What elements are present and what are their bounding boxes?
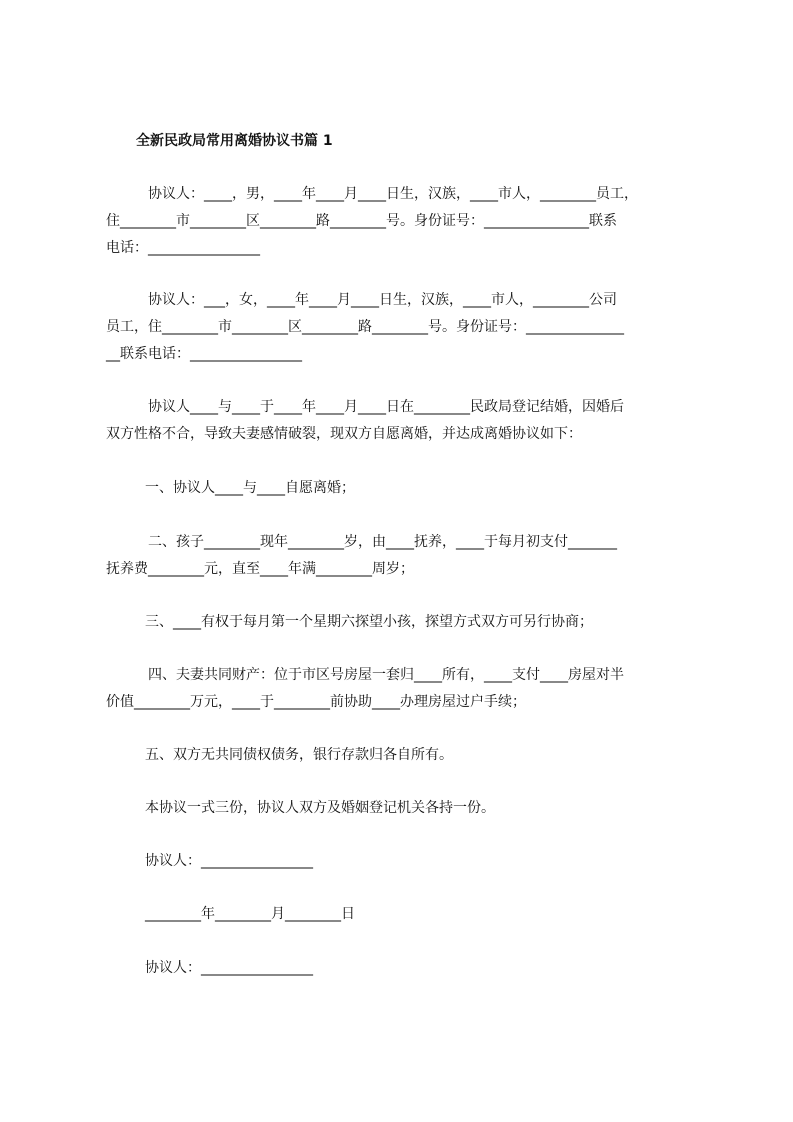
clause-three: 三、____有权于每月第一个星期六探望小孩，探望方式双方可另行协商； — [145, 614, 593, 630]
text-line: 协议人：___，女，____年____月____日生，汉族，____市人，________公司 — [148, 292, 617, 308]
text-line: 双方性格不合，导致夫妻感情破裂，现双方自愿离婚，并达成离婚协议如下： — [106, 426, 582, 442]
text-line: 价值________万元，____于________前协助____办理房屋过户手续； — [106, 694, 526, 710]
clause-five: 五、双方无共同债权债务，银行存款归各自所有。 — [145, 747, 453, 763]
text-line: 二、孩子________现年________岁，由____抚养，____于每月初支付_______ — [148, 534, 617, 550]
copies-statement: 本协议一式三份，协议人双方及婚姻登记机关各持一份。 — [145, 800, 495, 816]
signature-line: 协议人：________________ — [145, 960, 313, 976]
text-line: 员工，住________市________区________路________号。身份证号：______________ — [106, 319, 624, 335]
text-line: 住________市________区________路________号。身份证号：_______________联系 — [106, 213, 617, 229]
date-line: ________年________月________日 — [145, 906, 355, 922]
clause-one: 一、协议人____与____自愿离婚； — [145, 480, 355, 496]
document-title: 全新民政局常用离婚协议书篇 1 — [136, 133, 333, 149]
text-line: 协议人____与____于____年____月____日在________民政局登记结婚，因婚后 — [148, 399, 624, 415]
text-line: 协议人：____，男，____年____月____日生，汉族，____市人，________员工， — [148, 186, 638, 202]
text-line: 抚养费________元，直至____年满________周岁； — [106, 561, 414, 577]
text-line: __联系电话：________________ — [106, 346, 302, 362]
text-line: 四、夫妻共同财产：位于市区号房屋一套归____所有，____支付____房屋对半 — [148, 667, 624, 683]
signature-line: 协议人：________________ — [145, 853, 313, 869]
text-line: 电话：________________ — [106, 240, 260, 256]
